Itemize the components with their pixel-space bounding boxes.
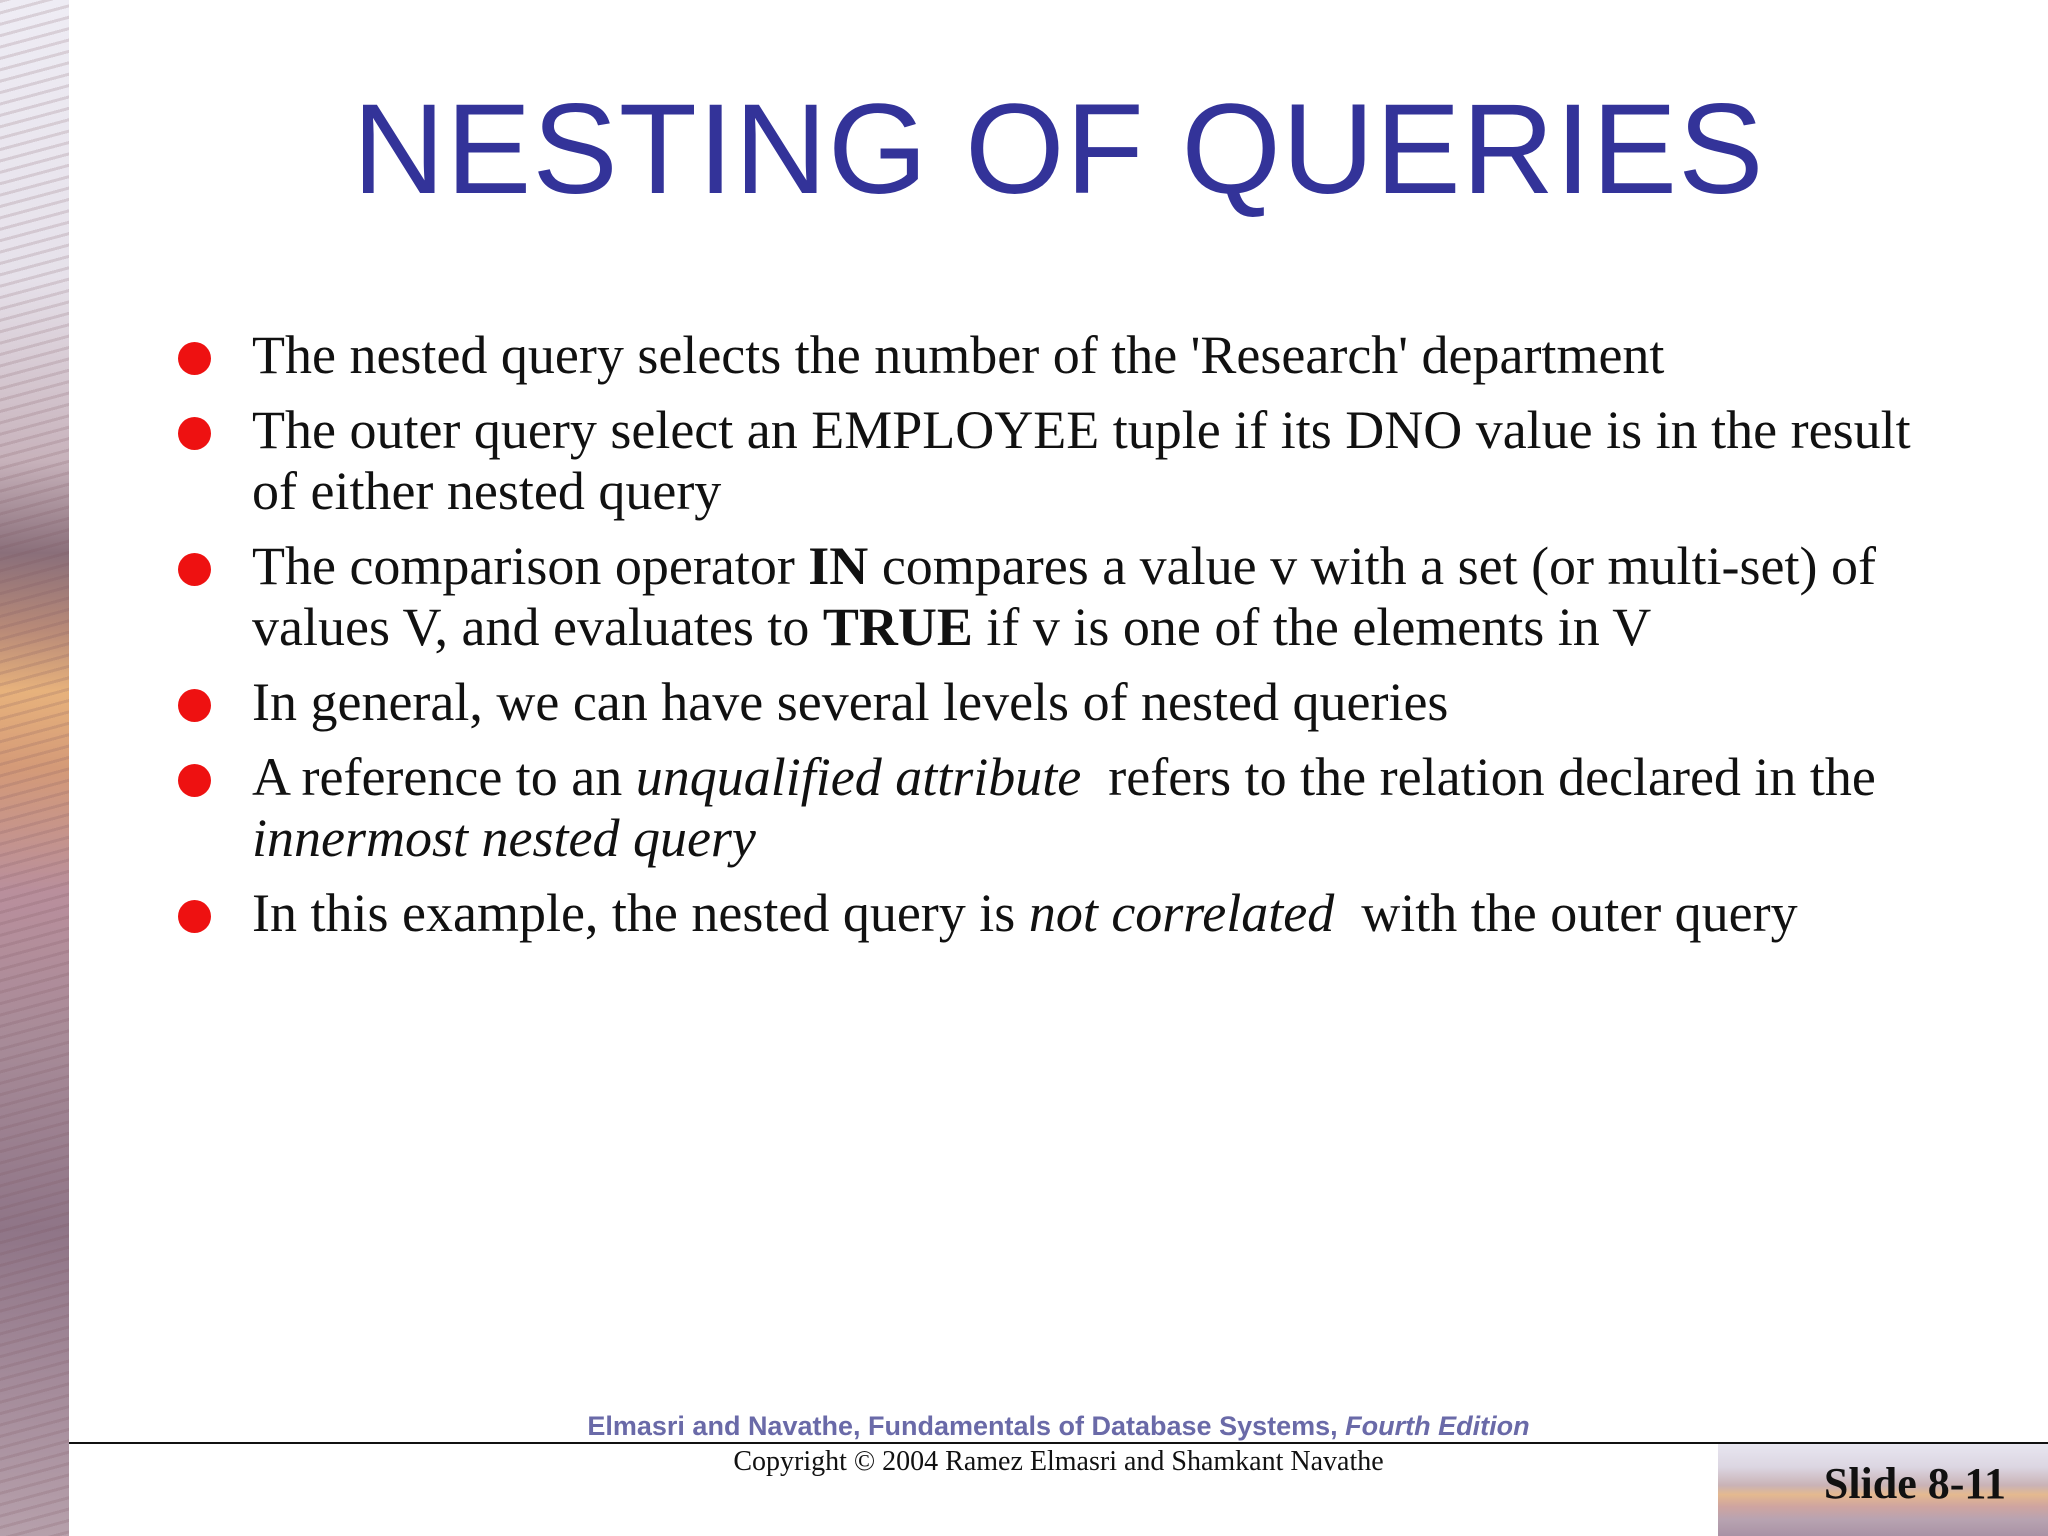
bullet-item: [178, 672, 1918, 733]
bullet-text: The comparison operator IN compares a value v with a set (or multi-set) of values V, and evaluates to TRUE if v is one of the elements in V: [252, 536, 1876, 657]
footer-copyright: Copyright © 2004 Ramez Elmasri and Shamkant Navathe: [733, 1446, 1384, 1477]
bullet-item: [178, 536, 1918, 658]
bullet-dot-icon: [178, 689, 211, 722]
bullet-dot-icon: [178, 417, 211, 450]
bullet-dot-icon: [178, 342, 211, 375]
bullet-item: [178, 325, 1918, 386]
bullet-dot-icon: [178, 764, 211, 797]
bullet-dot-icon: [178, 900, 211, 933]
bullet-item: [178, 747, 1918, 869]
bullet-item: [178, 400, 1918, 522]
bullet-item: [178, 883, 1918, 944]
bullet-text: In general, we can have several levels of nested queries: [252, 672, 1449, 732]
slide-number: Slide 8-11: [1823, 1459, 2006, 1508]
slide-title: NESTING OF QUERIES: [352, 78, 1765, 221]
bullet-list: [178, 325, 1918, 958]
bullet-text: The nested query selects the number of the 'Research' department: [252, 325, 1665, 385]
footer-book-reference: Elmasri and Navathe, Fundamentals of Database Systems, Fourth Edition: [587, 1411, 1530, 1441]
bullet-text: A reference to an unqualified attribute refers to the relation declared in the innermost nested query: [252, 747, 1890, 868]
bullet-text: In this example, the nested query is not correlated with the outer query: [252, 883, 1798, 943]
desert-image-strip: [0, 0, 69, 1536]
bullet-text: The outer query select an EMPLOYEE tuple if its DNO value is in the result of either nested query: [252, 400, 1911, 521]
bullet-dot-icon: [178, 553, 211, 586]
